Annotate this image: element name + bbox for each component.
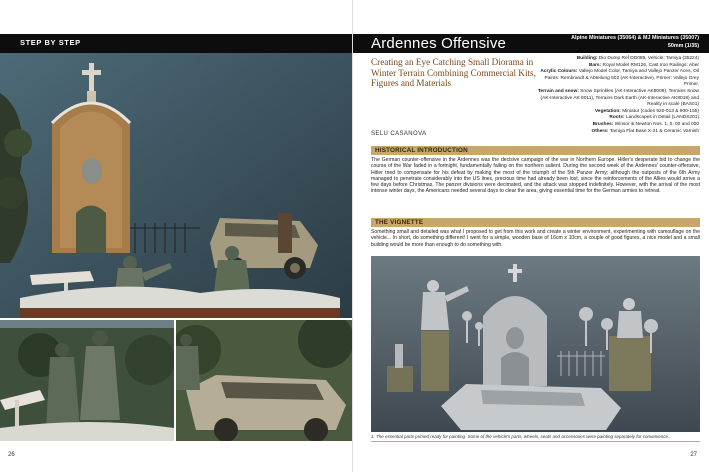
article-subtitle: Creating an Eye Catching Small Diorama in Winter Terrain Combining Commercial Kits, Figures and Materials xyxy=(371,57,536,88)
article-title: Ardennes Offensive xyxy=(371,35,507,52)
kit-line-1: Alpine Miniatures (35064) & MJ Miniatures (35007) xyxy=(571,35,699,41)
spec-item: Roots: Landscapes in Detail (LANDS201) xyxy=(609,115,699,121)
spec-item: Vegetation: Miniatur (codes 920-013 & 900-155) xyxy=(595,108,699,114)
wooden-base xyxy=(20,308,340,318)
spec-item: Terrain and snow: Snow Sprinkles (AK-Interactive AK8009), Terrains Snow (AK-Interactive AK 8011), Terrains Dark Earth (AK-Interactive AK8018) and Reality in scale (BAS01) xyxy=(537,88,699,108)
left-page xyxy=(0,0,352,472)
page-number-left: 26 xyxy=(8,452,15,458)
history-paragraph: The German counter-offensive in the Ardennes was the decisive campaign of the war in Northern Europe. Hitler's desperate bid to change the course of the War faded in a fortnight, fundamentally failing on the northern salient. During the second week of the Ardennes' counter-offensive, Hitler tried to compensate for his defeat by making the most of the triumph of the 5th Panzer Army; although the outposts of the 6th Army managed to penetrate considerably into the US lines, precious time had already been lost, since the reinforcements of the Allies would arrive a few days before Christmas. The panzer divisions were decimated, and the attack was stopped indefinitely. However, with the arrival of the most intense winter days, the Americans needed several days to clear the area, giving essential time for the German armies to retreat. xyxy=(371,157,700,195)
kit-info xyxy=(571,35,699,50)
detail-photo-vehicle xyxy=(176,320,352,441)
author-name: SELU CASANOVA xyxy=(371,131,427,137)
right-page xyxy=(352,0,709,472)
diorama-illustration xyxy=(0,53,352,318)
materials-spec-list xyxy=(534,56,699,135)
figure-caption: 1. The essential parts primed ready for painting. Some of the vehicle's parts, wheels, seats and accessories were painting separately for convenience... xyxy=(371,434,672,439)
section-tab: STEP BY STEP xyxy=(20,38,81,47)
diorama-main-photo xyxy=(0,53,352,318)
section-heading-vignette: THE VIGNETTE xyxy=(371,218,700,227)
primed-vehicle xyxy=(441,384,621,430)
spec-item: Others: Tamiya Flat Base X-21 & Ceramic Varnish xyxy=(591,128,699,134)
kit-line-2: 50mm (1/35) xyxy=(667,42,699,49)
bottom-rule xyxy=(371,441,700,442)
spec-item: Building: Dio Dump Ref DD089, Vehicle: Tamiya (35224) xyxy=(576,56,699,61)
primed-parts-photo xyxy=(371,256,700,432)
spec-item: Bars: Royal Model RM126, Cast Iron Railings: Aber xyxy=(588,62,699,68)
section-heading-history: HISTORICAL INTRODUCTION xyxy=(371,146,700,155)
spec-item: Acrylic Colours: Vallejo Model Color, Tamiya and Vallejo Panzer Aces, Oil Paints: Rembrandt & Abteilung 502 (AK-Interactive), Primer: Vallejo Grey Primer, xyxy=(540,69,699,88)
detail-photo-figures xyxy=(0,320,174,441)
vignette-paragraph: Something small and detailed was what I proposed to get from this work and create a winter environment, experimenting with camouflage on the vehicle... In short, do something different! I went for a simple, wooden base of 16cm x 10cm, a couple of good figures, a nice model and a small building would be more than enough to do something with. xyxy=(371,229,700,248)
page-number-right: 27 xyxy=(690,452,697,458)
spec-item: Brushes: Winsor & Newton Nos. 1, 0, 00 and 000 xyxy=(592,121,699,127)
